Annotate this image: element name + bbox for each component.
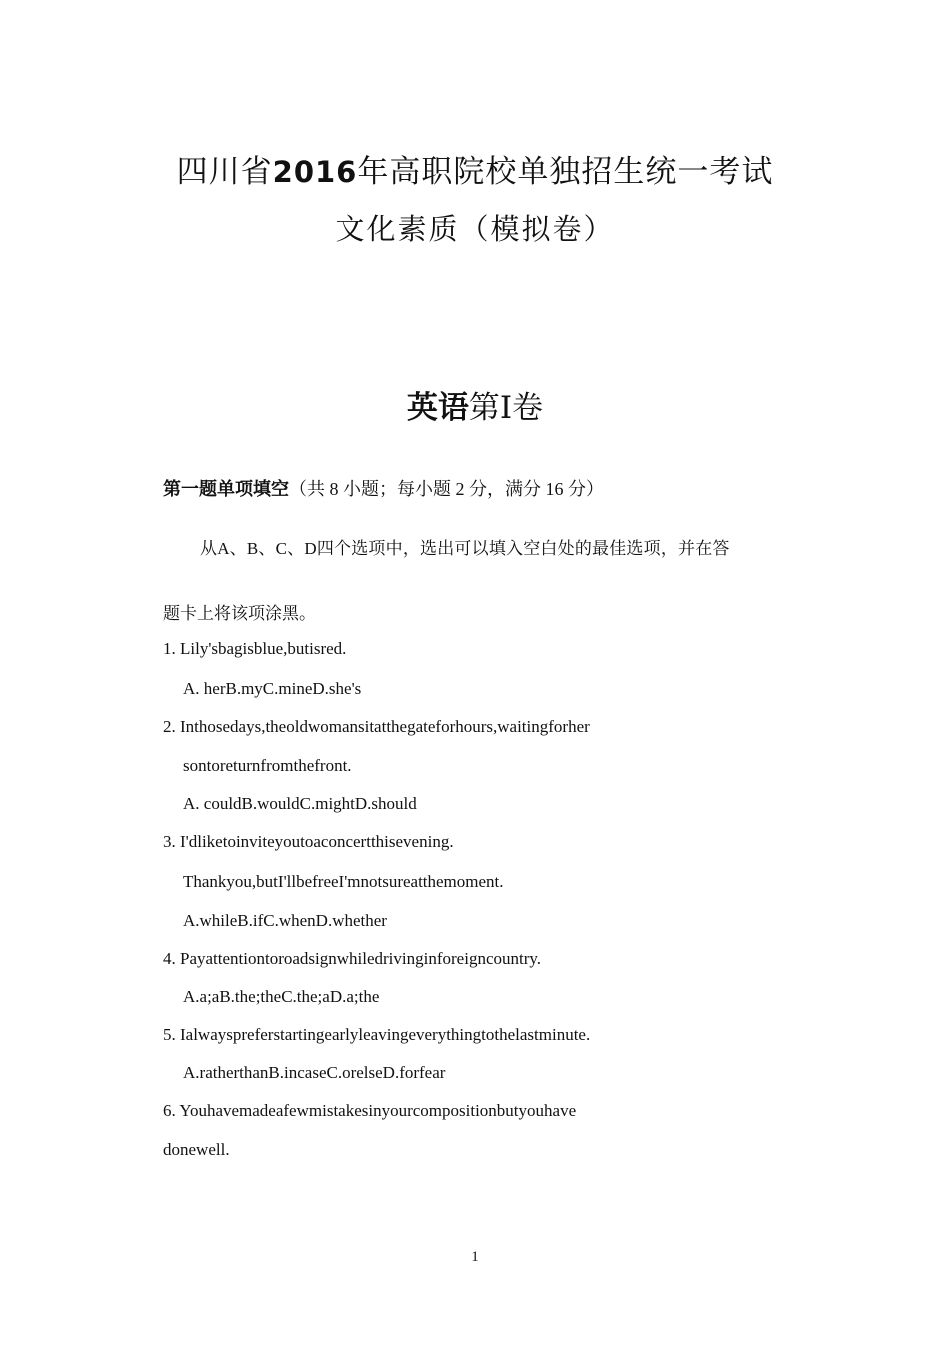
option-line: A.whileB.ifC.whenD.whether <box>183 911 387 930</box>
question-line: 5. Ialwayspreferstartingearlyleavingeverythingtothelastminute. <box>163 1025 591 1044</box>
question-line: 6. Youhavemadeafewmistakesinyourcompositionbutyouhave <box>163 1101 577 1120</box>
document-title <box>0 146 950 191</box>
question-line: 1. Lily'sbagisblue,butisred. <box>163 639 347 658</box>
section-subject: 英语 <box>406 390 469 426</box>
instructions-continuation: 题卡上将该项涂黑。 <box>163 604 316 623</box>
document-subtitle: 文化素质（模拟卷） <box>335 214 615 246</box>
question-continuation: Thankyou,butI'llbefreeI'mnotsureatthemoment. <box>183 872 504 891</box>
question-heading-label: 第一题单项填空 <box>163 479 289 500</box>
section-part: 第Ⅰ卷 <box>468 390 544 425</box>
option-line: A.ratherthanB.incaseC.orelseD.forfear <box>183 1063 446 1082</box>
question-line: 2. Inthosedays,theoldwomansitatthegateforhours,waitingforher <box>163 717 590 736</box>
option-line: A. herB.myC.mineD.she's <box>183 679 362 698</box>
question-continuation: donewell. <box>163 1140 230 1159</box>
title-suffix: 年高职院校单独招生统一考试 <box>357 154 774 189</box>
section-heading <box>0 382 950 427</box>
title-prefix: 四川省 <box>176 154 273 189</box>
option-line: A.a;aB.the;theC.the;aD.a;the <box>183 987 380 1006</box>
title-year: 2016 <box>272 155 358 189</box>
instructions-paragraph: 从A、B、C、D四个选项中，选出可以填入空白处的最佳选项，并在答 <box>200 539 730 558</box>
question-heading-detail: （共 8 小题；每小题 2 分，满分 16 分） <box>289 479 604 499</box>
question-line: 4. Payattentiontoroadsignwhiledrivinginforeigncountry. <box>163 949 542 968</box>
question-heading <box>163 475 604 501</box>
question-continuation: sontoreturnfromthefront. <box>183 756 352 775</box>
option-line: A. couldB.wouldC.mightD.should <box>183 794 417 813</box>
page-number: 1 <box>471 1249 479 1265</box>
question-line: 3. I'dliketoinviteyoutoaconcertthisevening. <box>163 832 454 851</box>
